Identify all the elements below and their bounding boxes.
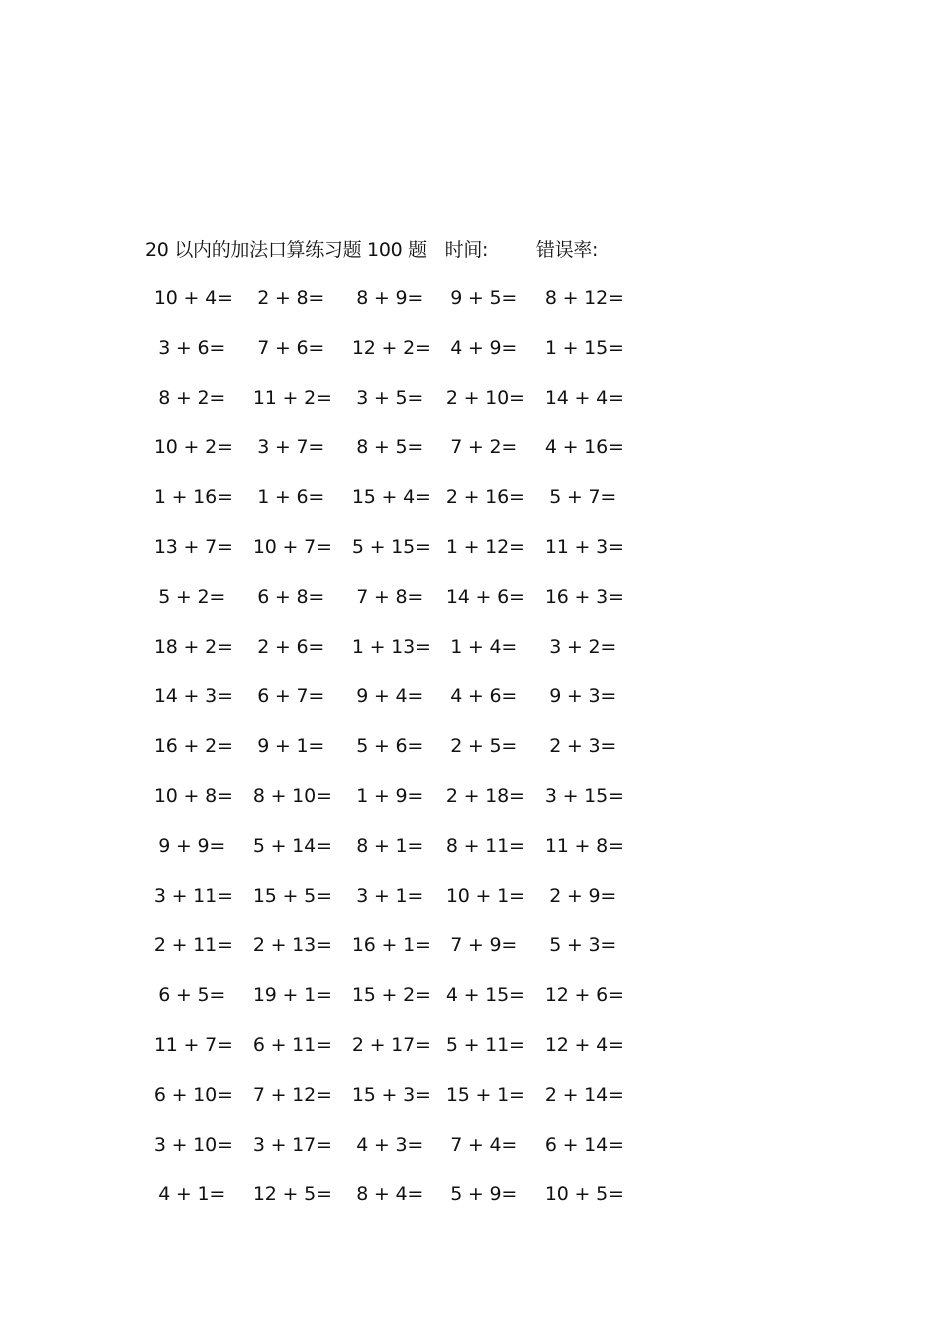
problem-item: 3 + 6= [158,336,226,359]
problem-item: 6 + 8= [257,585,325,608]
problem-grid [150,284,650,1230]
problem-item: 2 + 17= [351,1033,431,1056]
problem-item: 4 + 16= [544,436,624,459]
problem-item: 7 + 4= [450,1133,518,1156]
problem-item: 2 + 5= [450,735,518,758]
problem-item: 11 + 2= [252,386,332,409]
problem-item: 8 + 9= [356,287,424,309]
problem-item: 19 + 1= [252,984,332,1007]
problem-item: 2 + 9= [549,884,617,907]
problem-item: 1 + 6= [257,486,325,509]
problem-row [150,682,650,732]
problem-item: 5 + 15= [351,535,431,558]
problem-item: 3 + 2= [549,635,617,658]
problem-item: 14 + 3= [153,685,233,708]
problem-item: 10 + 1= [445,884,525,907]
problem-item: 8 + 2= [158,386,226,409]
problem-item: 10 + 2= [153,436,233,459]
problem-item: 3 + 7= [257,436,325,459]
problem-item: 14 + 6= [445,585,525,608]
problem-item: 11 + 8= [544,834,624,857]
problem-item: 9 + 4= [356,685,424,708]
problem-item: 3 + 5= [356,386,424,409]
problem-item: 2 + 16= [445,486,525,509]
problem-item: 4 + 3= [356,1133,424,1156]
problem-item: 1 + 15= [544,336,624,359]
problem-row [150,832,650,882]
problem-item: 12 + 4= [544,1033,624,1056]
problem-item: 8 + 10= [252,784,332,807]
problem-item: 2 + 13= [252,934,332,957]
problem-item: 1 + 13= [351,635,431,658]
problem-item: 15 + 1= [445,1083,525,1106]
problem-item: 1 + 12= [445,535,525,558]
problem-item: 10 + 8= [153,784,233,807]
problem-item: 9 + 9= [158,834,226,857]
problem-row [150,334,650,384]
problem-item: 3 + 15= [544,784,624,807]
worksheet-header [145,236,598,264]
problem-item: 2 + 6= [257,635,325,658]
problem-item: 14 + 4= [544,386,624,409]
problem-item: 6 + 14= [544,1133,624,1156]
problem-item: 7 + 9= [450,934,518,957]
problem-item: 5 + 11= [445,1033,525,1056]
problem-item: 4 + 9= [450,336,518,359]
problem-item: 8 + 11= [445,834,525,857]
problem-item: 6 + 10= [153,1083,233,1106]
problem-item: 10 + 5= [544,1183,624,1206]
problem-item: 1 + 9= [356,784,424,807]
problem-item: 3 + 1= [356,884,424,907]
problem-row [150,384,650,434]
problem-row [150,1031,650,1081]
problem-item: 6 + 5= [158,984,226,1007]
problem-row [150,1131,650,1181]
problem-item: 12 + 2= [351,336,431,359]
problem-item: 12 + 5= [252,1183,332,1206]
problem-item: 8 + 5= [356,436,424,459]
problem-item: 7 + 8= [356,585,424,608]
problem-item: 2 + 11= [153,934,233,957]
problem-item: 18 + 2= [153,635,233,658]
problem-row [150,931,650,981]
problem-item: 15 + 4= [351,486,431,509]
problem-item: 8 + 4= [356,1183,424,1206]
problem-row [150,981,650,1031]
problem-item: 13 + 7= [153,535,233,558]
problem-item: 16 + 1= [351,934,431,957]
problem-row [150,882,650,932]
problem-item: 16 + 3= [544,585,624,608]
problem-item: 15 + 3= [351,1083,431,1106]
problem-item: 11 + 3= [544,535,624,558]
time-label: 时间: [444,239,489,261]
problem-item: 2 + 10= [445,386,525,409]
problem-row [150,1081,650,1131]
problem-item: 16 + 2= [153,735,233,758]
problem-item: 7 + 6= [257,336,325,359]
problem-item: 5 + 3= [549,934,617,957]
problem-item: 2 + 8= [257,287,325,309]
problem-row [150,483,650,533]
problem-item: 5 + 7= [549,486,617,509]
problem-item: 8 + 1= [356,834,424,857]
problem-item: 7 + 12= [252,1083,332,1106]
problem-row [150,782,650,832]
problem-item: 7 + 2= [450,436,518,459]
problem-row [150,633,650,683]
problem-item: 3 + 10= [153,1133,233,1156]
problem-row [150,433,650,483]
problem-item: 10 + 4= [153,287,233,309]
error-rate-label: 错误率: [535,239,599,261]
problem-item: 4 + 15= [445,984,525,1007]
problem-item: 9 + 3= [549,685,617,708]
problem-item: 1 + 16= [153,486,233,509]
problem-item: 9 + 1= [257,735,325,758]
problem-item: 2 + 14= [544,1083,624,1106]
problem-row [150,284,650,334]
problem-item: 2 + 18= [445,784,525,807]
problem-item: 5 + 14= [252,834,332,857]
problem-item: 9 + 5= [450,287,518,309]
problem-item: 11 + 7= [153,1033,233,1056]
problem-item: 1 + 4= [450,635,518,658]
problem-item: 10 + 7= [252,535,332,558]
problem-item: 3 + 11= [153,884,233,907]
problem-item: 2 + 3= [549,735,617,758]
problem-item: 6 + 11= [252,1033,332,1056]
worksheet-title: 20 以内的加法口算练习题 100 题 [145,239,427,261]
problem-row [150,583,650,633]
problem-row [150,533,650,583]
problem-row [150,1180,650,1230]
problem-item: 3 + 17= [252,1133,332,1156]
problem-item: 5 + 2= [158,585,226,608]
problem-item: 6 + 7= [257,685,325,708]
problem-item: 15 + 2= [351,984,431,1007]
problem-row [150,732,650,782]
problem-item: 12 + 6= [544,984,624,1007]
problem-item: 4 + 6= [450,685,518,708]
problem-item: 4 + 1= [158,1183,226,1206]
problem-item: 5 + 6= [356,735,424,758]
problem-item: 8 + 12= [544,287,624,309]
problem-item: 5 + 9= [450,1183,518,1206]
problem-item: 15 + 5= [252,884,332,907]
